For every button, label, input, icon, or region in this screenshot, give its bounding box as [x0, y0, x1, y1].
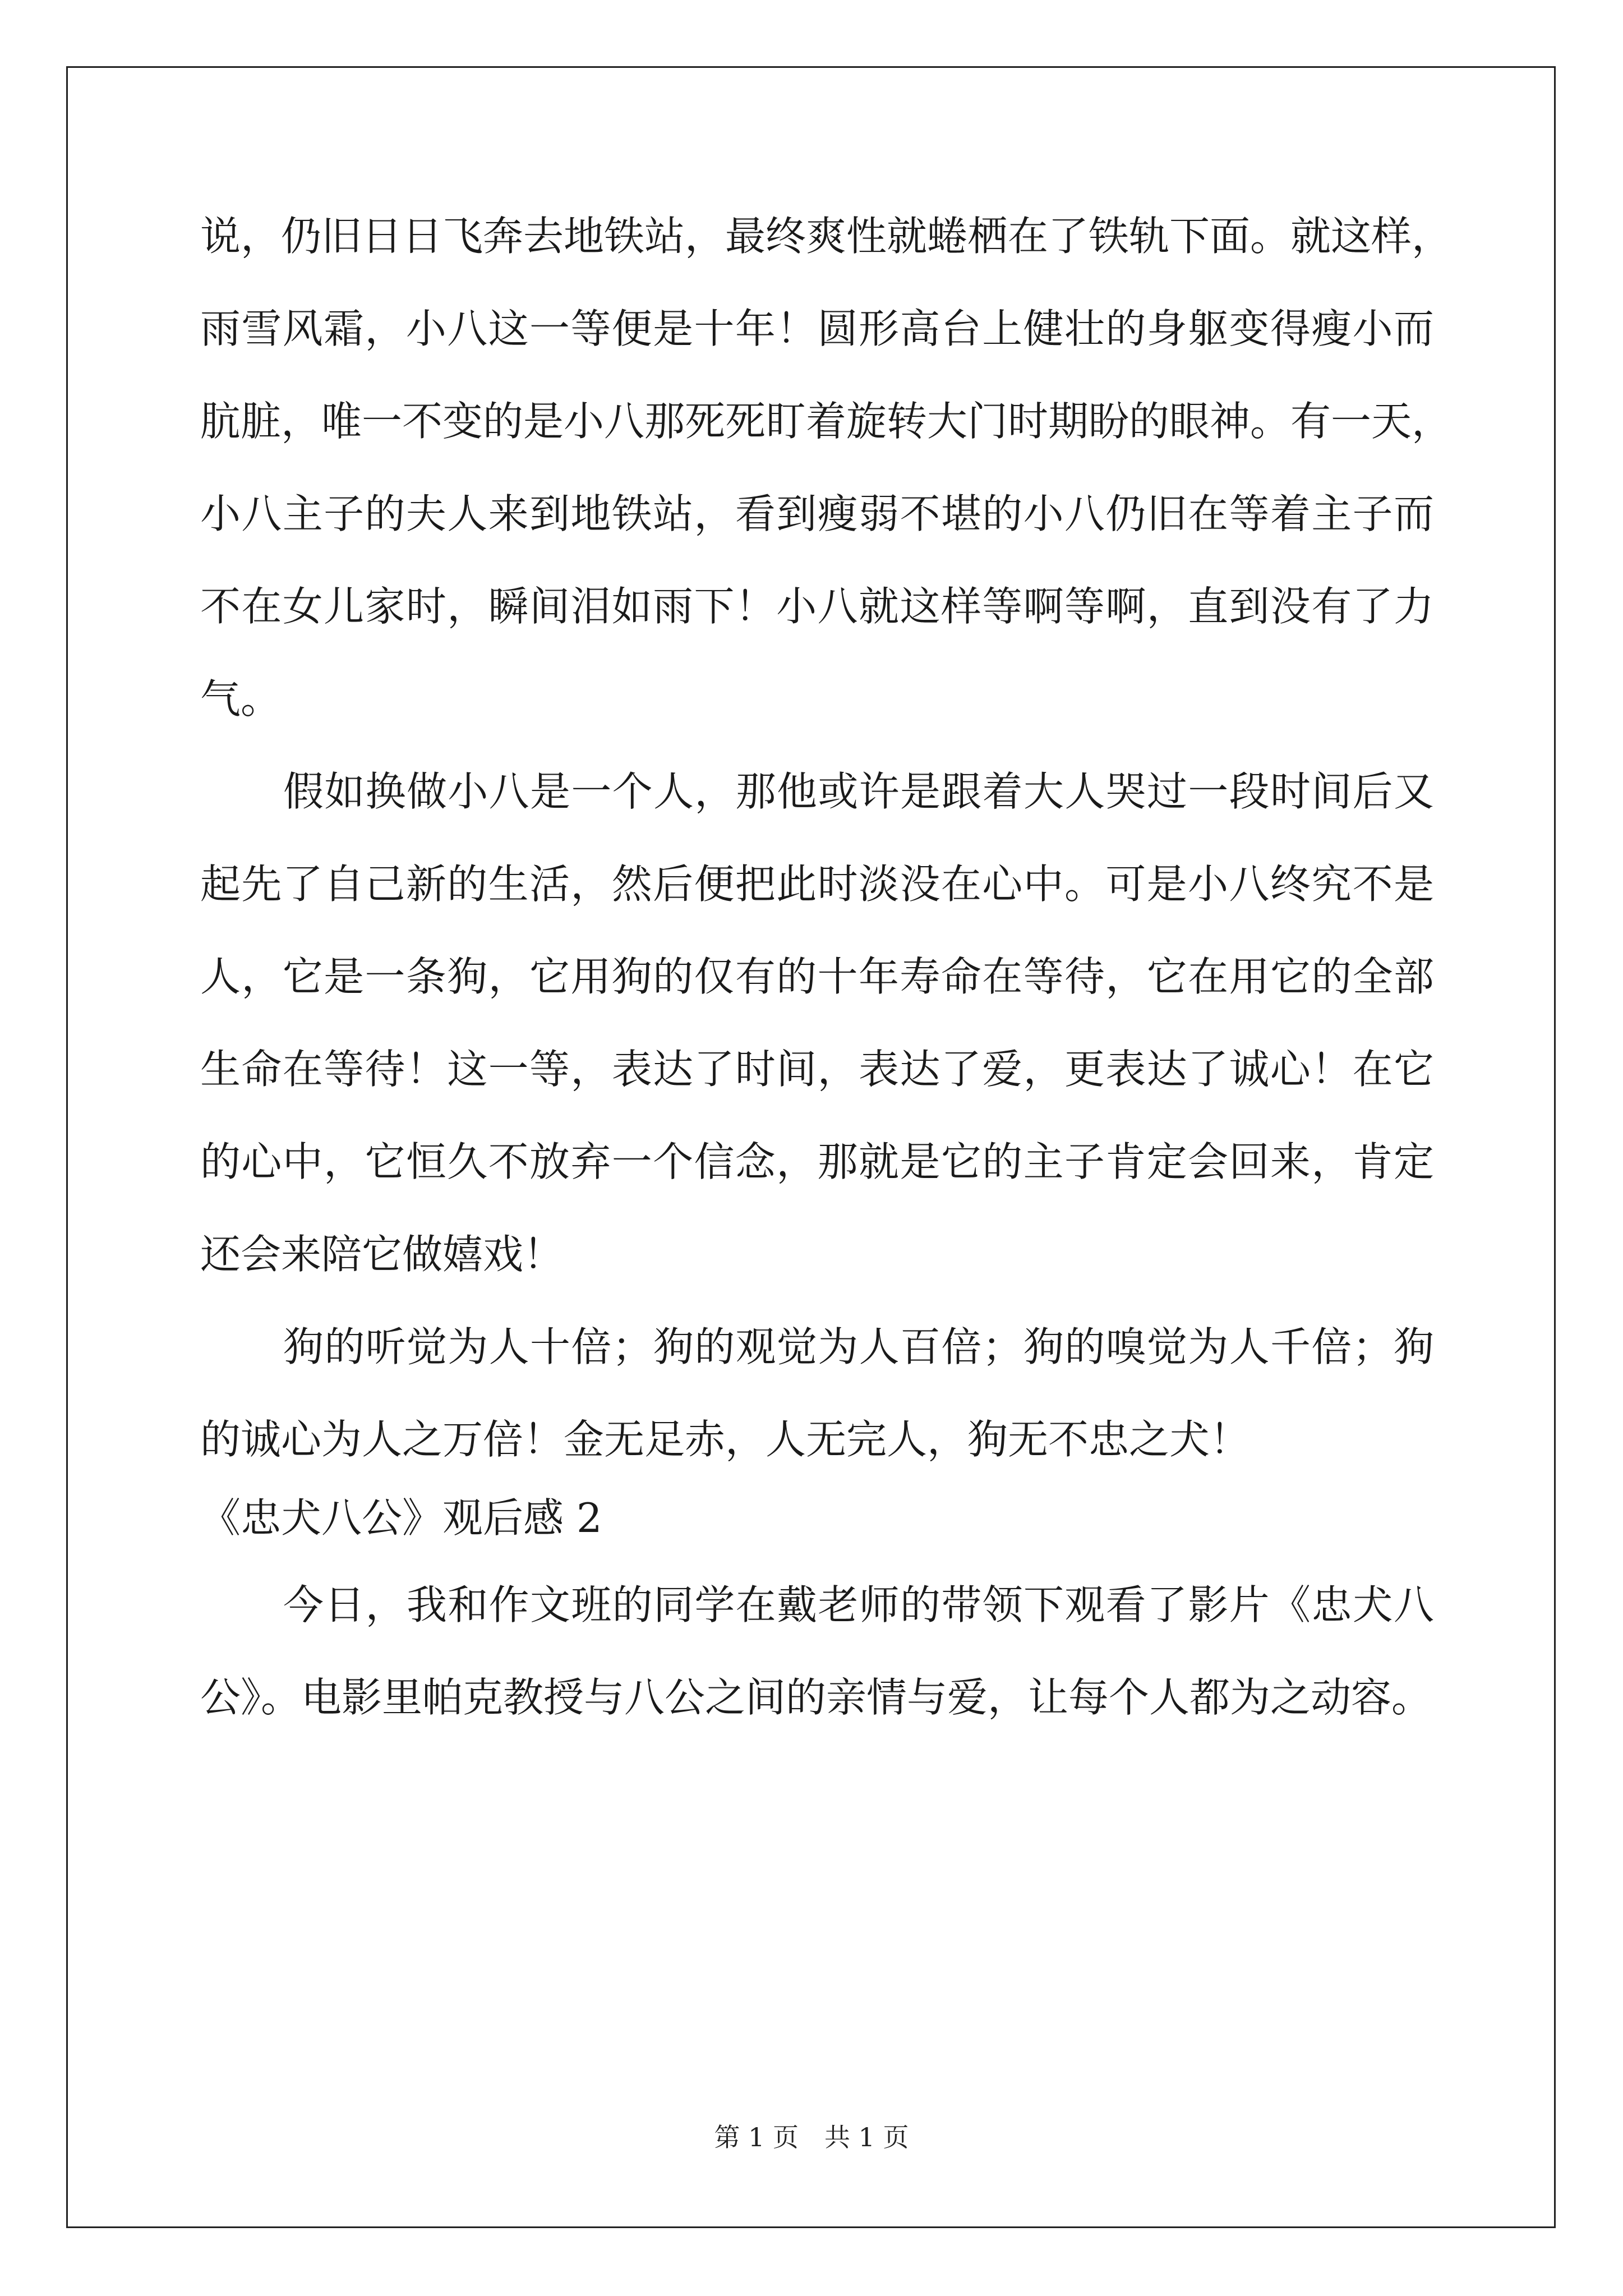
- text-line: 说，仍旧日日飞奔去地铁站，最终爽性就蜷栖在了铁轨下面。就这样，: [200, 213, 1453, 260]
- text-line: 还会来陪它做嬉戏！: [200, 1231, 564, 1278]
- text-line: 公》。电影里帕克教授与八公之间的亲情与爱，让每个人都为之动容。: [200, 1674, 1432, 1721]
- text-line: 起先了自己新的生活，然后便把此时淡没在心中。可是小八终究不是: [200, 861, 1434, 908]
- section-heading: 《忠犬八公》观后感 2: [200, 1494, 602, 1542]
- text-line: 生命在等待！这一等，表达了时间，表达了爱，更表达了诚心！在它: [200, 1046, 1434, 1093]
- page-footer: 第 1 页 共 1 页: [714, 2122, 909, 2152]
- text-line: 小八主子的夫人来到地铁站，看到瘦弱不堪的小八仍旧在等着主子而: [200, 490, 1434, 537]
- text-line: 不在女儿家时，瞬间泪如雨下！小八就这样等啊等啊，直到没有了力: [200, 583, 1434, 630]
- text-line: 雨雪风霜，小八这一等便是十年！圆形高台上健壮的身躯变得瘦小而: [200, 305, 1434, 352]
- text-line: 人，它是一条狗，它用狗的仅有的十年寿命在等待，它在用它的全部: [200, 953, 1434, 1000]
- paragraph-first-line: 假如换做小八是一个人，那他或许是跟着大人哭过一段时间后又: [283, 768, 1434, 815]
- paragraph-first-line: 今日，我和作文班的同学在戴老师的带领下观看了影片《忠犬八: [283, 1581, 1434, 1628]
- text-line: 气。: [200, 675, 282, 723]
- text-line: 的诚心为人之万倍！金无足赤，人无完人，狗无不忠之犬！: [200, 1416, 1251, 1463]
- paragraph-first-line: 狗的听觉为人十倍；狗的观觉为人百倍；狗的嗅觉为人千倍；狗: [283, 1323, 1434, 1370]
- text-line: 肮脏，唯一不变的是小八那死死盯着旋转大门时期盼的眼神。有一天，: [200, 398, 1453, 445]
- text-line: 的心中，它恒久不放弃一个信念，那就是它的主子肯定会回来，肯定: [200, 1138, 1434, 1185]
